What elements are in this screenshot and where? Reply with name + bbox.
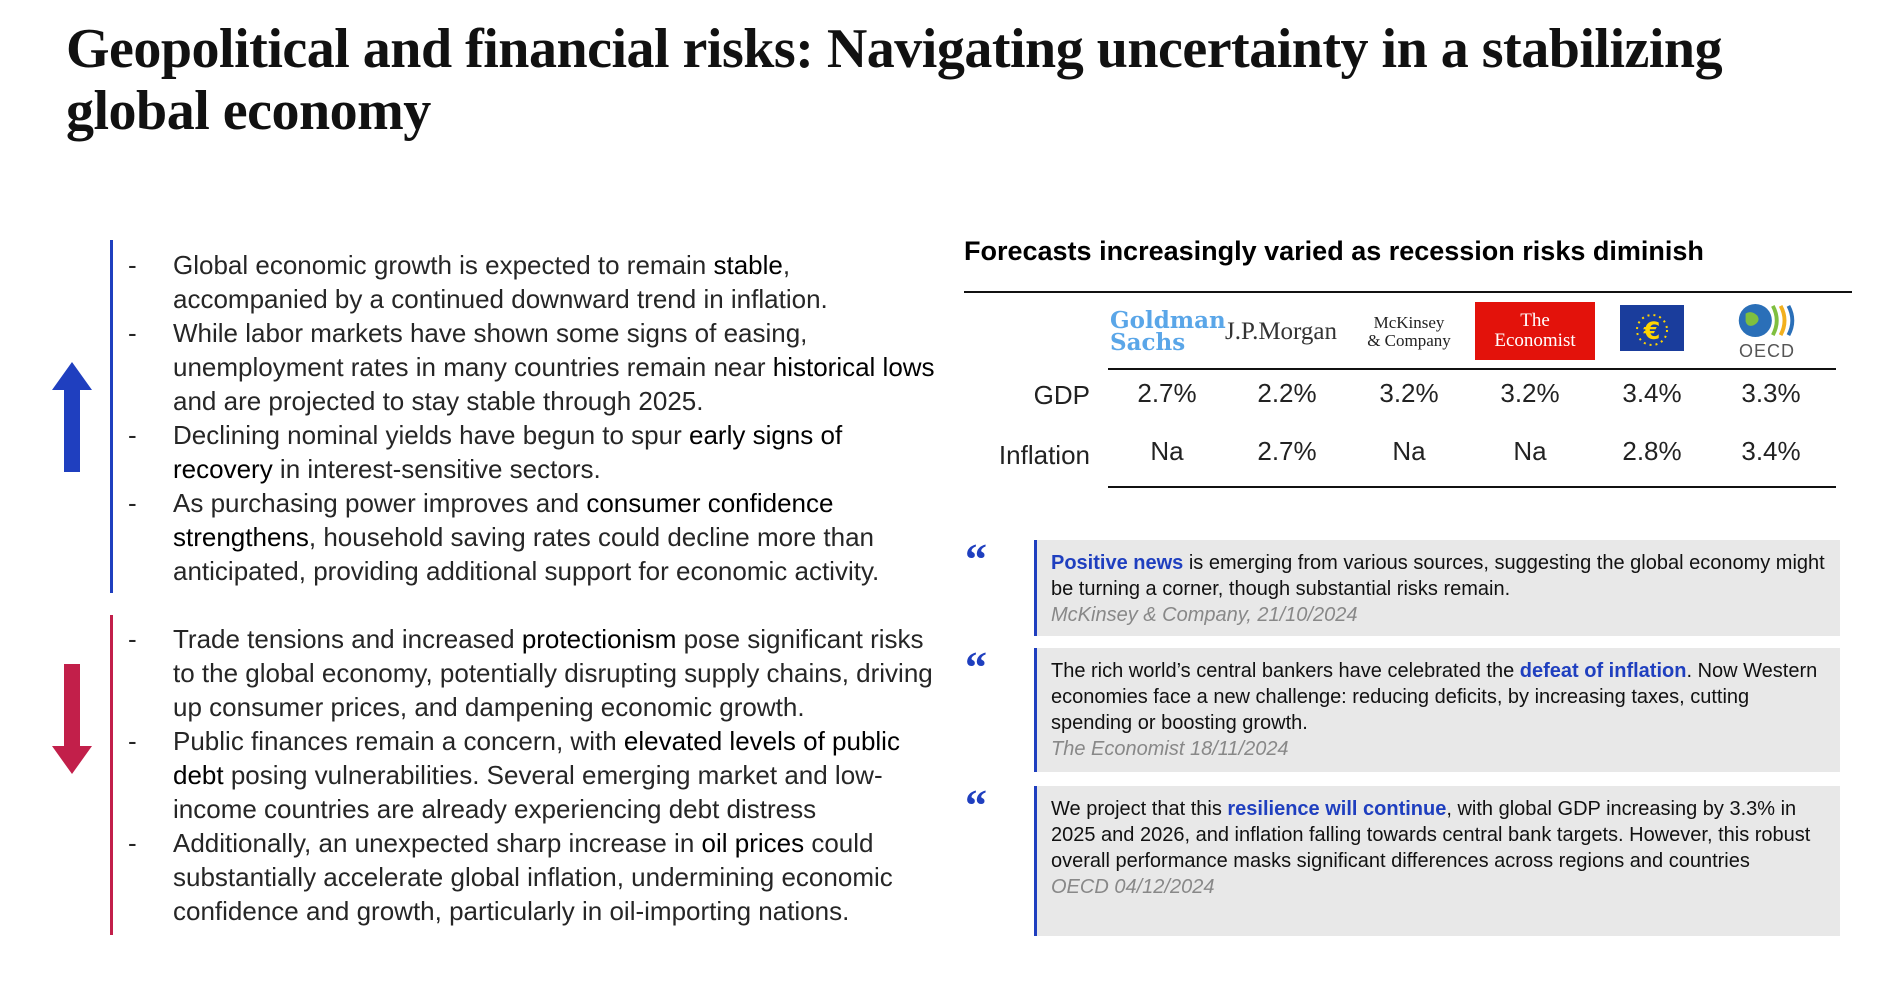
upside-bullet: - Declining nominal yields have begun to spur early signs of recovery in interest-sensitive sectors.: [128, 420, 843, 484]
table-bottom-rule: [1108, 486, 1836, 488]
quote-card-oecd: We project that this resilience will continue, with global GDP increasing by 3.3% in 2025 and 2026, and inflation falling towards central bank targets. However, this robust overall performance masks significant differences across regions and countries OECD 04/12/2024: [1034, 786, 1840, 936]
goldman-sachs-logo: Goldman Sachs: [1110, 307, 1226, 356]
economist-logo: The Economist: [1475, 302, 1595, 360]
table-header-rule: [1108, 368, 1836, 370]
inflation-goldman-cell: Na: [1150, 436, 1184, 466]
gdp-ecb-cell: 3.4%: [1622, 378, 1682, 408]
oecd-logo: OECD: [1733, 302, 1801, 362]
oecd-globe-icon: [1737, 302, 1797, 339]
gdp-mckinsey-cell: 3.2%: [1379, 378, 1439, 408]
quote-card-economist: The rich world’s central bankers have celebrated the defeat of inflation. Now Western economies face a new challenge: reducing deficits, by increasing taxes, cutting spending or boosting growth. The Economist 18/11/2024: [1034, 648, 1840, 772]
inflation-mckinsey-cell: Na: [1392, 436, 1426, 466]
inflation-economist-cell: Na: [1513, 436, 1547, 466]
quote-card-mckinsey: Positive news is emerging from various sources, suggesting the global economy might be turning a corner, though substantial risks remain. McKinsey & Company, 21/10/2024: [1034, 540, 1840, 636]
row-label-inflation: Inflation: [998, 440, 1090, 470]
quote-source: McKinsey & Company, 21/10/2024: [1051, 604, 1358, 626]
table-top-rule: [964, 291, 1852, 293]
upside-bullet: - As purchasing power improves and consumer confidence strengthens, household saving rates could decline more than anticipated, providing additional support for economic activity.: [128, 488, 880, 586]
row-label-gdp: GDP: [1033, 380, 1090, 410]
upside-bullet-list: [128, 248, 948, 588]
gdp-jpmorgan-cell: 2.2%: [1257, 378, 1317, 408]
inflation-jpmorgan-cell: 2.7%: [1257, 436, 1317, 466]
downside-bullet: - Public finances remain a concern, with elevated levels of public debt posing vulnerabilities. Several emerging market and low-income countries are already experiencing debt distress: [128, 726, 900, 824]
upside-bullet: - While labor markets have shown some signs of easing, unemployment rates in many countries remain near historical lows and are projected to stay stable through 2025.: [128, 318, 935, 416]
quote-mark-icon: “: [965, 535, 987, 584]
downside-bullet-list: [128, 622, 948, 928]
jpmorgan-logo: J.P.Morgan: [1224, 318, 1338, 345]
downside-bullet: - Trade tensions and increased protectionism pose significant risks to the global economy, potentially disrupting supply chains, driving up consumer prices, and dampening economic growth.: [128, 624, 933, 722]
arrow-down-icon: [52, 664, 92, 774]
mckinsey-logo: McKinsey & Company: [1367, 313, 1451, 350]
inflation-oecd-cell: 3.4%: [1741, 436, 1801, 466]
quote-source: OECD 04/12/2024: [1051, 876, 1215, 898]
forecast-table-title: Forecasts increasingly varied as recession risks diminish: [964, 236, 1704, 266]
svg-text:€: €: [1643, 317, 1661, 345]
euro-emblem-icon: [1620, 302, 1684, 362]
quote-mark-icon: “: [965, 781, 987, 830]
upside-bullet: - Global economic growth is expected to remain stable, accompanied by a continued downward trend in inflation.: [128, 250, 828, 314]
quote-mark-icon: “: [965, 643, 987, 692]
downside-divider-line: [110, 615, 113, 935]
downside-bullet: - Additionally, an unexpected sharp increase in oil prices could substantially accelerate global inflation, undermining economic confidence and growth, particularly in oil-importing nations.: [128, 828, 893, 926]
page-title: Geopolitical and financial risks: Navigating uncertainty in a stabilizing global economy: [66, 18, 1723, 142]
arrow-up-icon: [52, 362, 92, 472]
upside-divider-line: [110, 240, 113, 593]
inflation-ecb-cell: 2.8%: [1622, 436, 1682, 466]
gdp-oecd-cell: 3.3%: [1741, 378, 1801, 408]
gdp-goldman-cell: 2.7%: [1137, 378, 1197, 408]
gdp-economist-cell: 3.2%: [1500, 378, 1560, 408]
quote-source: The Economist 18/11/2024: [1051, 738, 1289, 760]
